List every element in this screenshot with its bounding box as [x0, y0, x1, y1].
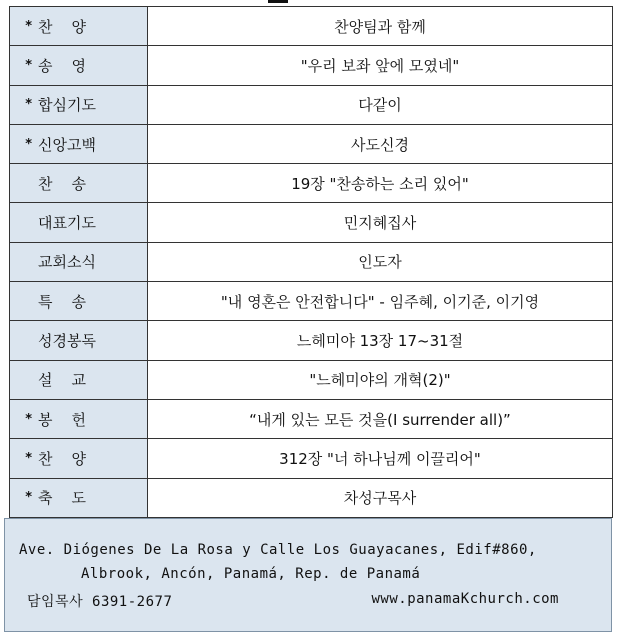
- order-row: [10, 85, 613, 124]
- order-row: [10, 321, 613, 360]
- order-label: 축 도: [38, 489, 87, 508]
- standing-asterisk-icon: *: [25, 136, 32, 152]
- order-label-cell: [10, 360, 148, 399]
- order-value: 19장 "찬송하는 소리 있어": [148, 164, 613, 203]
- order-value: “내게 있는 모든 것을(I surrender all)”: [148, 399, 613, 438]
- order-row: [10, 478, 613, 517]
- order-label: 찬 양: [38, 17, 87, 36]
- standing-asterisk-icon: *: [25, 490, 32, 506]
- order-value: 찬양팀과 함께: [148, 7, 613, 46]
- standing-asterisk-icon: *: [25, 18, 32, 34]
- order-label-cell: [10, 164, 148, 203]
- order-label-cell: [10, 7, 148, 46]
- order-value: 다같이: [148, 85, 613, 124]
- order-label-cell: [10, 478, 148, 517]
- order-row: [10, 46, 613, 85]
- order-label: 찬 양: [38, 449, 87, 468]
- order-label: 송 영: [38, 56, 87, 75]
- address-line-1: Ave. Diógenes De La Rosa y Calle Los Guayacanes, Edif#860,: [19, 542, 537, 558]
- order-label-cell: [10, 321, 148, 360]
- worship-order-table: [9, 6, 613, 518]
- order-label: 찬 송: [38, 174, 87, 193]
- order-label-cell: [10, 124, 148, 163]
- standing-asterisk-icon: *: [25, 57, 32, 73]
- order-row: [10, 399, 613, 438]
- order-row: [10, 242, 613, 281]
- order-label: 교회소식: [38, 253, 96, 272]
- order-row: [10, 7, 613, 46]
- order-row: [10, 124, 613, 163]
- order-row: [10, 439, 613, 478]
- order-value: "느헤미야의 개혁(2)": [148, 360, 613, 399]
- order-value: 느헤미야 13장 17~31절: [148, 321, 613, 360]
- order-label-cell: [10, 46, 148, 85]
- order-label-cell: [10, 203, 148, 242]
- order-value: 차성구목사: [148, 478, 613, 517]
- order-label: 합심기도: [38, 96, 96, 115]
- order-label: 특 송: [38, 292, 87, 311]
- order-label: 성경봉독: [38, 332, 96, 351]
- order-value: 사도신경: [148, 124, 613, 163]
- order-row: [10, 360, 613, 399]
- order-label: 설 교: [38, 371, 87, 390]
- standing-asterisk-icon: *: [25, 450, 32, 466]
- order-label-cell: [10, 85, 148, 124]
- top-rule-mark: [268, 0, 288, 3]
- order-label: 신앙고백: [38, 135, 96, 154]
- website-link[interactable]: www.panamaKchurch.com: [371, 591, 559, 607]
- church-info-footer: [4, 518, 612, 632]
- order-label-cell: [10, 439, 148, 478]
- order-label: 봉 헌: [38, 410, 87, 429]
- pastor-phone: 담임목사 6391-2677: [27, 594, 173, 610]
- order-row: [10, 203, 613, 242]
- order-label-cell: [10, 242, 148, 281]
- order-row: [10, 164, 613, 203]
- standing-asterisk-icon: *: [25, 97, 32, 113]
- address-line-2: Albrook, Ancón, Panamá, Rep. de Panamá: [81, 566, 421, 582]
- order-value: 312장 "너 하나님께 이끌리어": [148, 439, 613, 478]
- worship-order-body: [10, 7, 613, 518]
- order-label-cell: [10, 399, 148, 438]
- standing-asterisk-icon: *: [25, 411, 32, 427]
- order-value: "내 영혼은 안전합니다" - 임주혜, 이기준, 이기영: [148, 282, 613, 321]
- order-value: 인도자: [148, 242, 613, 281]
- order-row: [10, 282, 613, 321]
- order-label-cell: [10, 282, 148, 321]
- order-value: "우리 보좌 앞에 모였네": [148, 46, 613, 85]
- order-label: 대표기도: [38, 214, 96, 233]
- order-value: 민지혜집사: [148, 203, 613, 242]
